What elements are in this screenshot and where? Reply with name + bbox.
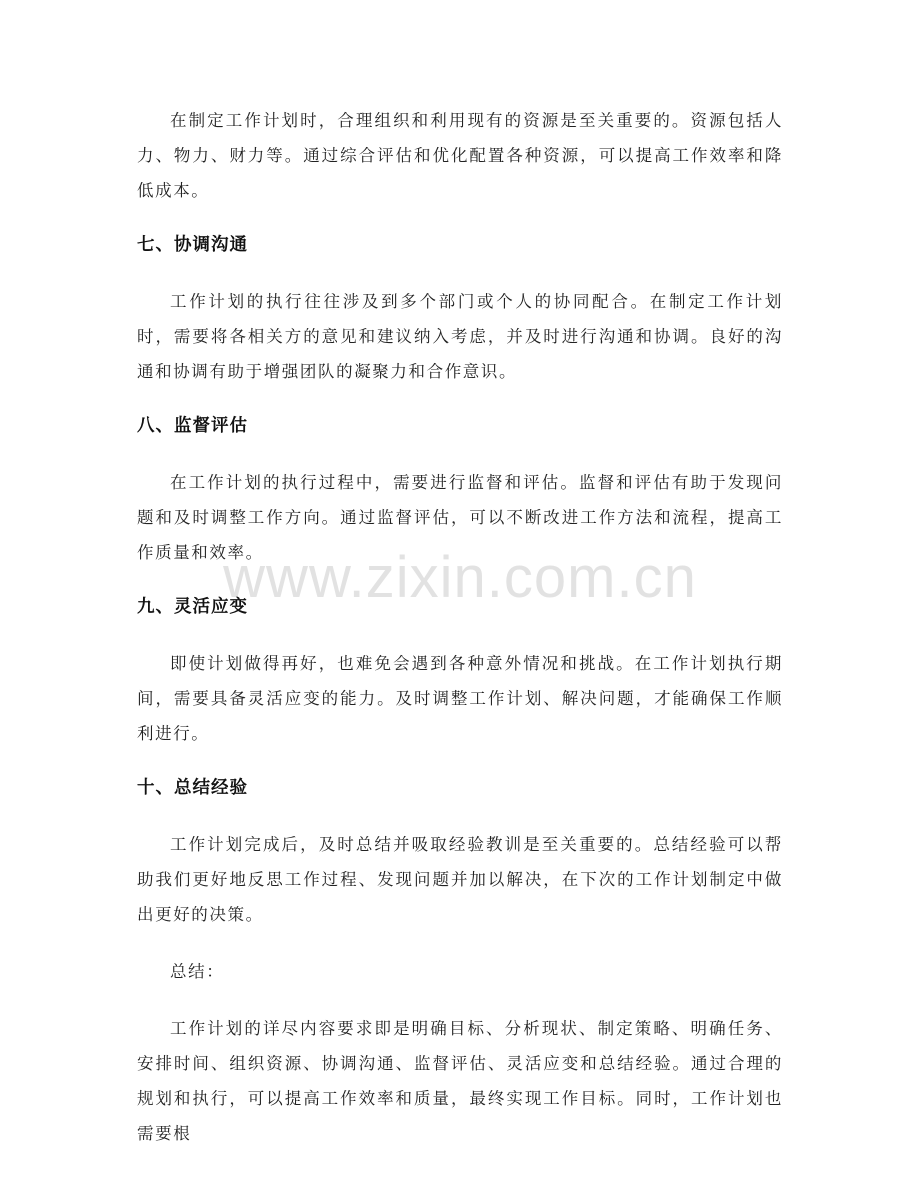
paragraph-resources: 在制定工作计划时，合理组织和利用现有的资源是至关重要的。资源包括人力、物力、财力等。通过综合评估和优化配置各种资源，可以提高工作效率和降低成本。: [137, 111, 783, 200]
watermark: www.zixin.com.cn: [223, 545, 697, 610]
paragraph-conclusion: 工作计划的详尽内容要求即是明确目标、分析现状、制定策略、明确任务、安排时间、组织资源、协调沟通、监督评估、灵活应变和总结经验。通过合理的规划和执行，可以提高工作效率和质量，最终实现工作目标。同时，工作计划也需要根: [137, 1019, 783, 1143]
paragraph-flexibility: 即使计划做得再好，也难免会遇到各种意外情况和挑战。在工作计划执行期间，需要具备灵活应变的能力。及时调整工作计划、解决问题，才能确保工作顺利进行。: [137, 654, 783, 743]
heading-supervision: 八、监督评估: [137, 416, 248, 436]
paragraph-coordination: 工作计划的执行往往涉及到多个部门或个人的协同配合。在制定工作计划时，需要将各相关方的意见和建议纳入考虑，并及时进行沟通和协调。良好的沟通和协调有助于增强团队的凝聚力和合作意识。: [137, 292, 783, 381]
paragraph-summary-experience: 工作计划完成后，及时总结并吸取经验教训是至关重要的。总结经验可以帮助我们更好地反思工作过程、发现问题并加以解决，在下次的工作计划制定中做出更好的决策。: [137, 835, 783, 924]
heading-summary-experience: 十、总结经验: [137, 778, 248, 798]
heading-coordination: 七、协调沟通: [137, 235, 248, 255]
paragraph-supervision: 在工作计划的执行过程中，需要进行监督和评估。监督和评估有助于发现问题和及时调整工作方向。通过监督评估，可以不断改进工作方法和流程，提高工作质量和效率。: [137, 473, 783, 562]
heading-flexibility: 九、灵活应变: [137, 597, 248, 617]
document-body: [137, 103, 783, 1151]
paragraph-summary-label: 总结：: [170, 962, 225, 981]
